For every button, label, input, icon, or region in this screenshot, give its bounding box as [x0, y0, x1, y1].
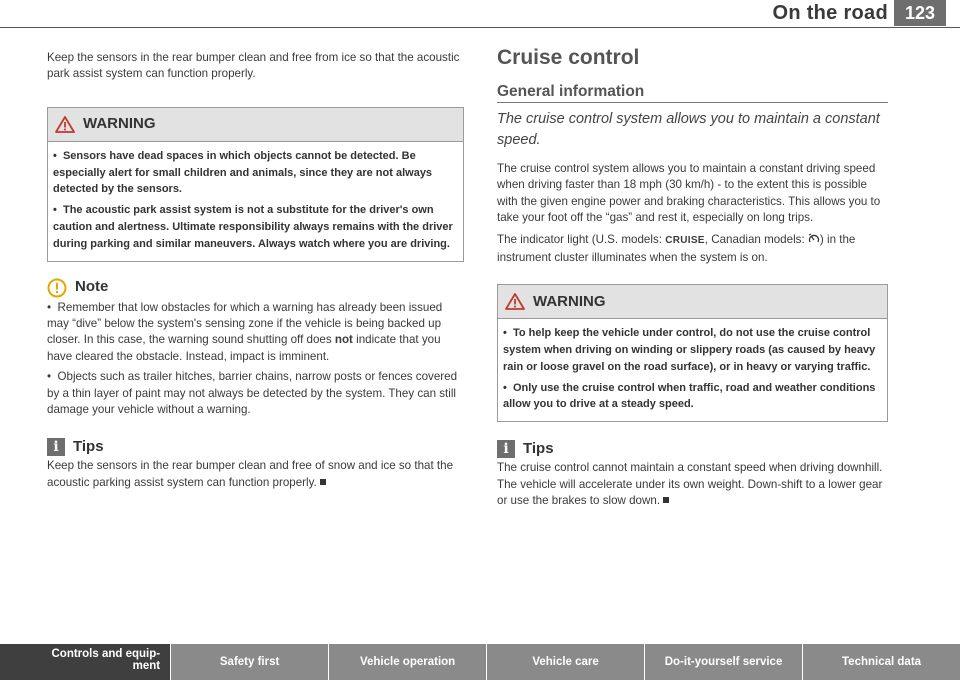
cruise-indicator-badge: CRUISE — [665, 235, 705, 247]
warning-item-text: Only use the cruise control when traffic, road and weather conditions allow you to drive at a steady speed. — [503, 381, 876, 411]
lede-paragraph: The cruise control system allows you to maintain a constant speed. — [497, 110, 880, 148]
chapter-tab-diy-service[interactable]: Do-it-yourself service — [644, 644, 802, 680]
end-of-section-mark — [663, 497, 669, 503]
warning-item: • Only use the cruise control when traffic, road and weather conditions allow you to drive at a steady speed. — [503, 381, 876, 411]
right-column — [497, 48, 888, 509]
warning-label: WARNING — [533, 292, 606, 310]
page-number: 123 — [894, 0, 946, 26]
warning-box — [47, 107, 464, 262]
chapter-tab-safety[interactable]: Safety first — [170, 644, 328, 680]
warning-item: • Sensors have dead spaces in which objects cannot be detected. Be especially alert for small children and animals, since they are not always detected by the sensors. — [53, 149, 433, 196]
warning-item-text: To help keep the vehicle under control, do not use the cruise control system when driving on winding or slippery roads (as caused by heavy rain or loose gravel on the road surface), or in heavy or varying traffic. — [503, 327, 876, 373]
warning-item: • To help keep the vehicle under control, do not use the cruise control system when driving on winding or slippery roads (as caused by heavy rain or loose gravel on the road surface), or in heavy or varying traffic. — [503, 327, 876, 373]
indicator-text: , Canadian models: — [704, 233, 808, 247]
body-paragraph: The cruise control system allows you to maintain a constant driving speed when driving faster than 18 mph (30 km/h) - to the extent this is possible with the given engine power and braking characteristics. This allows you to take your foot off the “gas” and rest it, especially on long trips. — [497, 161, 881, 225]
warning-triangle-icon — [55, 116, 75, 133]
running-header-title: On the road — [772, 2, 888, 24]
tips-paragraph — [497, 460, 888, 509]
note-emphasis: not — [334, 333, 353, 347]
indicator-text: The indicator light (U.S. models: — [497, 233, 666, 247]
note-header — [47, 278, 464, 298]
warning-triangle-icon — [505, 293, 525, 310]
header-rule — [0, 27, 960, 28]
section-title: Cruise control — [497, 46, 640, 69]
tips-header — [497, 440, 888, 458]
chapter-tab-technical-data[interactable]: Technical data — [802, 644, 960, 680]
note-text: Objects such as trailer hitches, barrier chains, narrow posts or fences covered by a thin layer of paint may not always be detected by the system. They can still damage your vehicle without a warning. — [47, 370, 458, 417]
warning-item-text: The acoustic park assist system is not a substitute for the driver's own caution and alertness. Ultimate responsibility always remains with the driver during parking and similar maneuvers. Always watch where you are driving. — [53, 204, 453, 250]
warning-body — [48, 142, 463, 261]
warning-item-text: Sensors have dead spaces in which objects cannot be detected. Be especially alert for small children and animals, since they are not always detected by the sensors. — [53, 149, 433, 196]
tips-text: Keep the sensors in the rear bumper clean and free of snow and ice so that the acoustic parking assist system can function properly. — [47, 459, 454, 489]
chapter-tab-label: Controls and equip- — [51, 648, 161, 660]
info-i-icon: i — [497, 440, 515, 458]
warning-item: • The acoustic park assist system is not a substitute for the driver's own caution and alertness. Ultimate responsibility always remains with the driver during parking and similar maneuvers. Always watch where you are driving. — [53, 204, 453, 250]
note-text: Remember that low obstacles for which a warning has already been issued may “dive” below the system's sensing zone if the vehicle is being backed up closer. In this case, the warning sound shutting off does — [47, 300, 443, 347]
speedometer-icon — [808, 233, 820, 244]
warning-header — [48, 108, 463, 142]
tips-label: Tips — [73, 438, 104, 456]
intro-paragraph: Keep the sensors in the rear bumper clean and free from ice so that the acoustic park assist system can function properly. — [47, 51, 460, 81]
tips-text: The cruise control cannot maintain a constant speed when driving downhill. The vehicle will accelerate under its own weight. Down-shift to a lower gear or use the brakes to slow down. — [497, 461, 883, 508]
chapter-tab-vehicle-operation[interactable]: Vehicle operation — [328, 644, 486, 680]
warning-box — [497, 284, 888, 422]
chapter-tab-label: ment — [132, 660, 161, 672]
indicator-paragraph — [497, 232, 888, 266]
warning-body — [498, 319, 887, 421]
chapter-tab-controls[interactable] — [0, 644, 170, 680]
note-item: • Remember that low obstacles for which a warning has already been issued may “dive” below the system's sensing zone if the vehicle is being backed up closer. In this case, the warning sound shutting off does not indicate that you have cleared the obstacle. Instead, impact is imminent. — [47, 300, 443, 363]
warning-label: WARNING — [83, 115, 156, 133]
tips-paragraph — [47, 458, 464, 491]
info-i-icon: i — [47, 438, 65, 456]
tips-label: Tips — [523, 440, 554, 458]
left-column — [47, 50, 464, 491]
indicator-text: ) in the instrument cluster illuminates when the system is on. — [497, 233, 856, 264]
end-of-section-mark — [320, 479, 326, 485]
subsection-title: General information — [497, 84, 888, 102]
note-item: • Objects such as trailer hitches, barrier chains, narrow posts or fences covered by a thin layer of paint may not always be detected by the system. They can still damage your vehicle without a warning. — [47, 370, 458, 417]
note-label: Note — [75, 278, 109, 296]
chapter-tab-vehicle-care[interactable]: Vehicle care — [486, 644, 644, 680]
footer-chapter-tabs — [0, 644, 960, 680]
warning-header — [498, 285, 887, 319]
tips-header — [47, 438, 464, 456]
exclamation-circle-icon — [47, 278, 67, 298]
note-text: indicate that you have cleared the obstacle. Instead, impact is imminent. — [47, 333, 441, 363]
